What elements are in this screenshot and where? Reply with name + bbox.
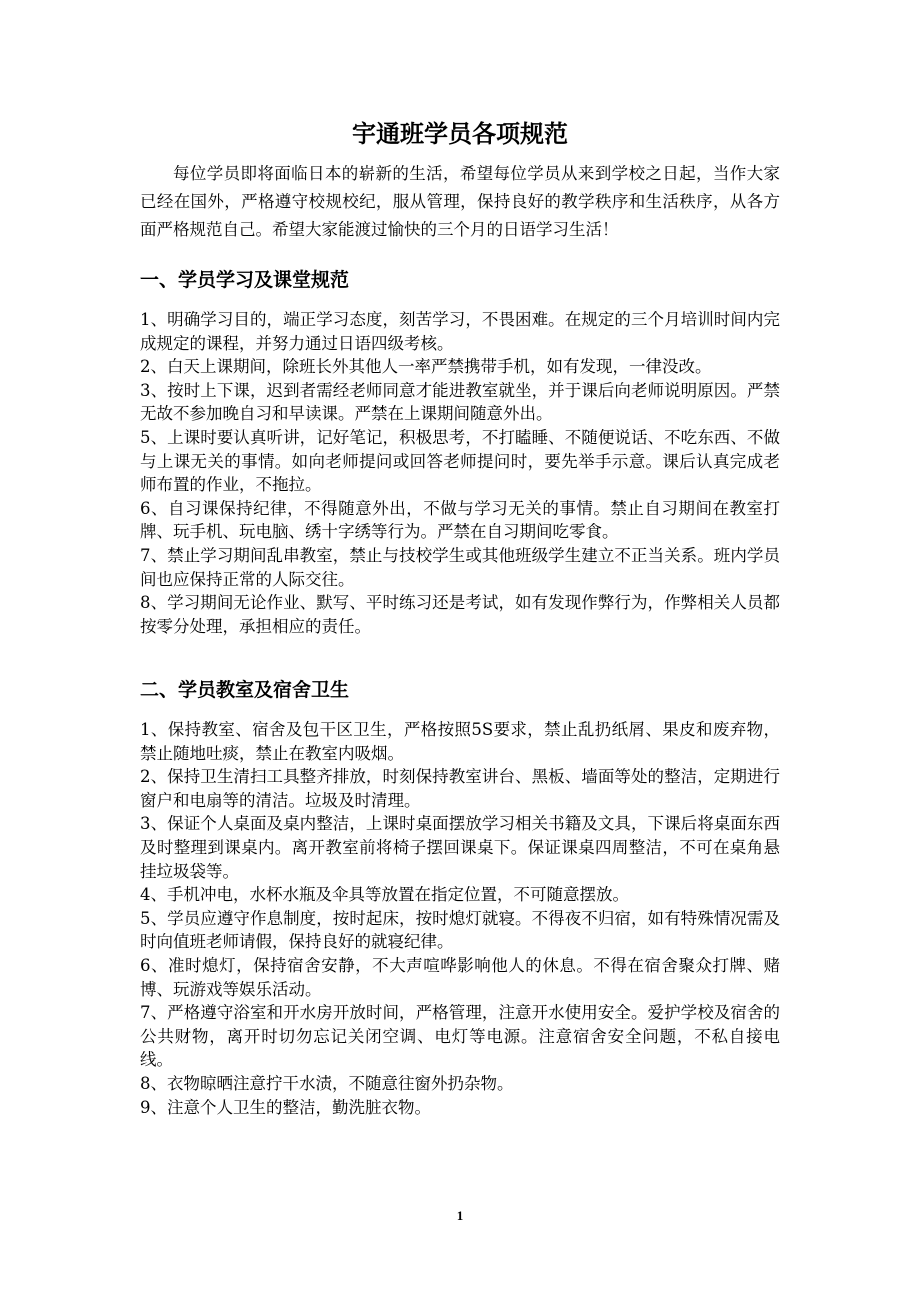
rule-item: 7、严格遵守浴室和开水房开放时间，严格管理，注意开水使用安全。爱护学校及宿舍的公共财物，离开时切勿忘记关闭空调、电灯等电源。注意宿舍安全问题，不私自接电线。: [140, 1003, 780, 1070]
rule-item: 2、保持卫生清扫工具整齐排放，时刻保持教室讲台、黑板、墙面等处的整洁，定期进行窗户和电扇等的清洁。垃圾及时清理。: [140, 767, 780, 810]
rule-item: 3、保证个人桌面及桌内整洁，上课时桌面摆放学习相关书籍及文具，下课后将桌面东西及时整理到课桌内。离开教室前将椅子摆回课桌下。保证课桌四周整洁，不可在桌角悬挂垃圾袋等。: [140, 814, 780, 881]
rule-item: 2、白天上课期间，除班长外其他人一率严禁携带手机，如有发现，一律没改。: [140, 357, 712, 377]
section-study-rules: [140, 266, 780, 638]
page-number: 1: [456, 1208, 464, 1223]
rule-item: 4、手机冲电，水杯水瓶及伞具等放置在指定位置，不可随意摆放。: [140, 885, 629, 905]
document-title: 宇通班学员各项规范: [352, 119, 568, 148]
section-hygiene-rules: [140, 676, 780, 1119]
rule-item: 8、衣物晾晒注意拧干水渍，不随意往窗外扔杂物。: [140, 1073, 514, 1093]
rule-item: 7、禁止学习期间乱串教室，禁止与技校学生或其他班级学生建立不正当关系。班内学员间也应保持正常的人际交往。: [140, 545, 780, 589]
rule-item: 1、明确学习目的，端正学习态度，刻苦学习，不畏困难。在规定的三个月培训时间内完成规定的课程，并努力通过日语四级考核。: [140, 310, 780, 353]
rule-item: 8、学习期间无论作业、默写、平时练习还是考试，如有发现作弊行为，作弊相关人员都按零分处理，承担相应的责任。: [140, 593, 780, 636]
section-heading: 一、学员学习及课堂规范: [140, 269, 350, 291]
rule-item: 5、学员应遵守作息制度，按时起床，按时熄灯就寝。不得夜不归宿，如有特殊情况需及时向值班老师请假，保持良好的就寝纪律。: [140, 908, 780, 952]
intro-paragraph: 每位学员即将面临日本的崭新的生活，希望每位学员从来到学校之日起，当作大家已经在国外，严格遵守校规校纪，服从管理，保持良好的教学秩序和生活秩序，从各方面严格规范自己。希望大家能渡过愉快的三个月的日语学习生活！: [140, 164, 780, 239]
rule-item: 6、准时熄灯，保持宿舍安静，不大声喧哗影响他人的休息。不得在宿舍聚众打牌、赌博、玩游戏等娱乐活动。: [140, 955, 780, 999]
section-heading: 二、学员教室及宿舍卫生: [140, 679, 350, 701]
rule-item: 1、保持教室、宿舍及包干区卫生，严格按照5S要求，禁止乱扔纸屑、果皮和废弃物，禁止随地吐痰，禁止在教室内吸烟。: [140, 720, 780, 763]
rule-item: 3、按时上下课，迟到者需经老师同意才能进教室就坐，并于课后向老师说明原因。严禁无故不参加晚自习和早读课。严禁在上课期间随意外出。: [140, 380, 780, 424]
rule-item: 5、上课时要认真听讲，记好笔记，积极思考，不打瞌睡、不随便说话、不吃东西、不做与上课无关的事情。如向老师提问或回答老师提问时，要先举手示意。课后认真完成老师布置的作业，不拖拉。: [140, 427, 780, 495]
rule-item: 6、自习课保持纪律，不得随意外出，不做与学习无关的事情。禁止自习期间在教室打牌、玩手机、玩电脑、绣十字绣等行为。严禁在自习期间吃零食。: [140, 498, 780, 542]
rule-item: 9、注意个人卫生的整洁，勤洗脏衣物。: [140, 1097, 431, 1117]
